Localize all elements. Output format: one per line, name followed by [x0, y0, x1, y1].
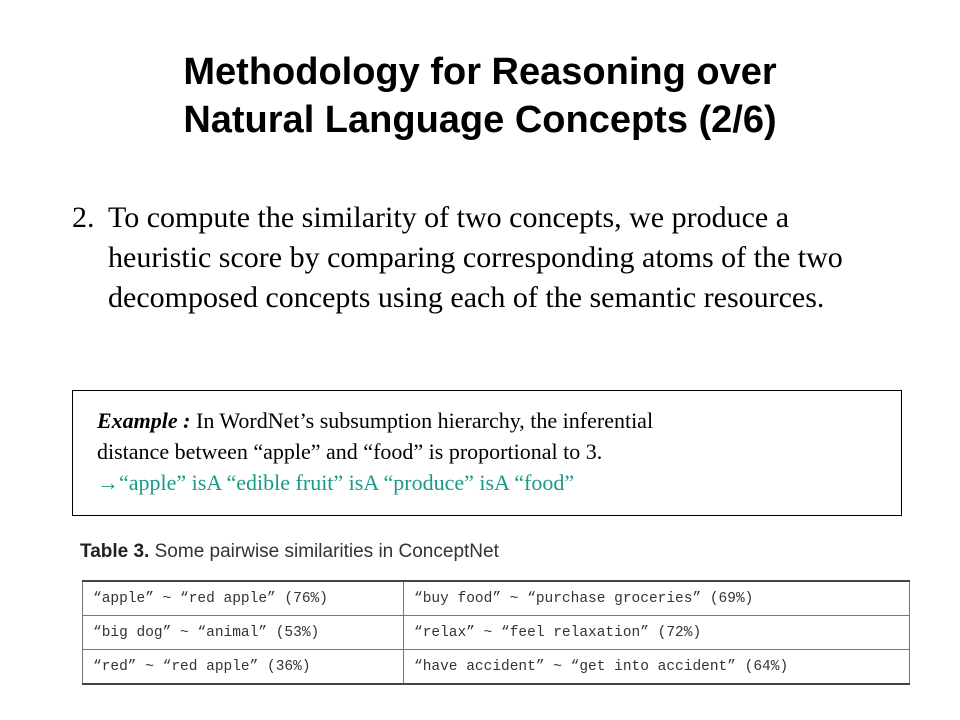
point-text: To compute the similarity of two concepts, we produce a heuristic score by comparing corresponding atoms of the two decomposed concepts using each of the semantic resources. — [108, 201, 843, 314]
slide-title-line-1: Methodology for Reasoning over — [183, 51, 777, 93]
example-line-1-text: In WordNet’s subsumption hierarchy, the inferential — [190, 408, 654, 433]
table-row — [83, 650, 910, 685]
table-cell: “relax” ~ “feel relaxation” (72%) — [404, 616, 910, 650]
example-line-2: distance between “apple” and “food” is proportional to 3. — [97, 439, 603, 464]
example-lead: Example : — [97, 408, 191, 433]
table-cell: “big dog” ~ “animal” (53%) — [83, 616, 404, 650]
table-cell: “red” ~ “red apple” (36%) — [83, 650, 404, 685]
table-row — [83, 616, 910, 650]
table-caption-text: Some pairwise similarities in ConceptNet — [149, 541, 499, 562]
slide-title-line-2: Natural Language Concepts (2/6) — [183, 99, 777, 141]
table-cell: “buy food” ~ “purchase groceries” (69%) — [404, 581, 910, 616]
bullet-point-2 — [72, 198, 892, 318]
table-row — [83, 581, 910, 616]
similarity-table — [82, 580, 910, 685]
table-caption — [80, 539, 499, 565]
table-cell: “have accident” ~ “get into accident” (64%) — [404, 650, 910, 685]
table-caption-label: Table 3. — [80, 541, 150, 562]
point-number: 2. — [72, 201, 95, 234]
example-line-1 — [97, 405, 881, 436]
slide-title — [0, 48, 960, 144]
example-isa-chain: →“apple” isA “edible fruit” isA “produce” isA “food” — [97, 470, 575, 495]
table-cell: “apple” ~ “red apple” (76%) — [83, 581, 404, 616]
example-box — [72, 390, 902, 516]
